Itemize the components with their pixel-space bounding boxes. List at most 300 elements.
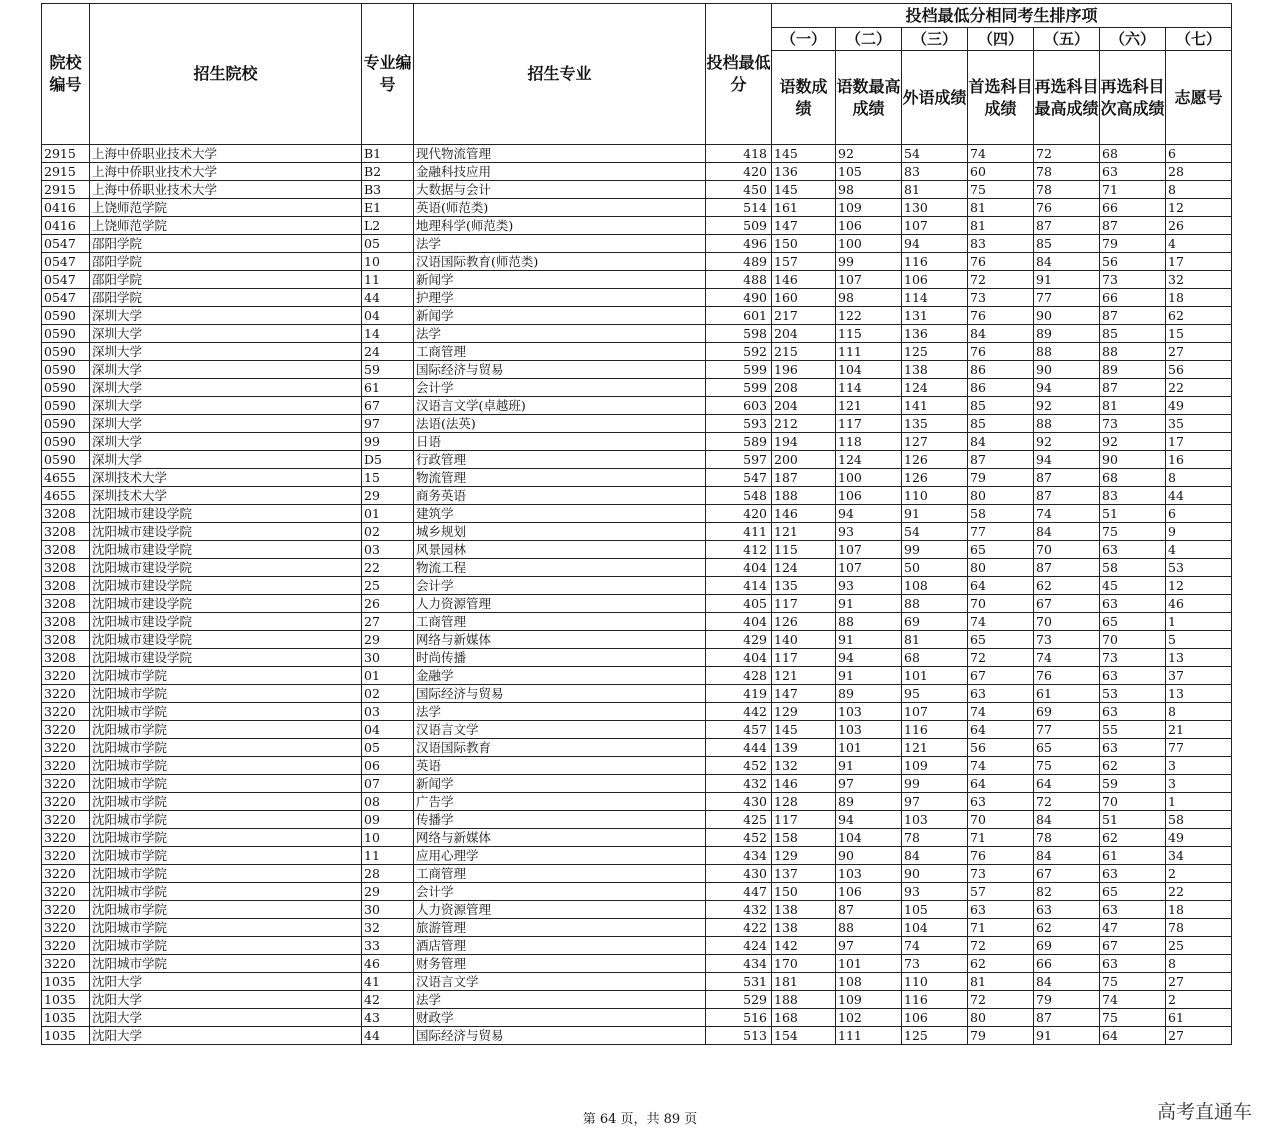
cell-score-chinese-math: 194: [772, 433, 836, 451]
cell-score-first-subject: 74: [968, 145, 1034, 163]
cell-score-foreign-lang: 99: [902, 775, 968, 793]
cell-choice-number: 62: [1166, 307, 1232, 325]
table-row: [42, 325, 1232, 343]
cell-score-second-next: 51: [1100, 811, 1166, 829]
cell-score-second-max: 84: [1034, 973, 1100, 991]
cell-score-chinese-math-max: 106: [836, 487, 902, 505]
cell-score-first-subject: 80: [968, 559, 1034, 577]
cell-score-second-next: 83: [1100, 487, 1166, 505]
cell-major: 日语: [414, 433, 706, 451]
cell-score-chinese-math: 137: [772, 865, 836, 883]
cell-college: 沈阳城市学院: [90, 739, 362, 757]
cell-major-code: 33: [362, 937, 414, 955]
cell-score-chinese-math: 117: [772, 649, 836, 667]
cell-choice-number: 61: [1166, 1009, 1232, 1027]
cell-major-code: 04: [362, 307, 414, 325]
cell-choice-number: 32: [1166, 271, 1232, 289]
table-row: [42, 505, 1232, 523]
header-sort-label: 外语成绩: [902, 51, 968, 145]
header-sort-group: 投档最低分相同考生排序项: [772, 4, 1232, 28]
cell-college: 沈阳城市学院: [90, 883, 362, 901]
cell-score-first-subject: 64: [968, 577, 1034, 595]
cell-score-first-subject: 74: [968, 703, 1034, 721]
cell-college: 深圳大学: [90, 397, 362, 415]
cell-score-foreign-lang: 126: [902, 451, 968, 469]
cell-min-score: 424: [706, 937, 772, 955]
cell-major: 法学: [414, 991, 706, 1009]
header-major-code: 专业编号: [362, 4, 414, 145]
cell-score-second-next: 73: [1100, 415, 1166, 433]
cell-score-second-max: 90: [1034, 307, 1100, 325]
cell-score-foreign-lang: 73: [902, 955, 968, 973]
cell-score-chinese-math-max: 122: [836, 307, 902, 325]
cell-score-chinese-math: 128: [772, 793, 836, 811]
cell-score-chinese-math: 142: [772, 937, 836, 955]
cell-college: 邵阳学院: [90, 235, 362, 253]
cell-choice-number: 4: [1166, 541, 1232, 559]
table-row: [42, 199, 1232, 217]
cell-major: 法学: [414, 325, 706, 343]
cell-major: 会计学: [414, 577, 706, 595]
cell-major-code: 29: [362, 883, 414, 901]
cell-college-code: 3208: [42, 649, 90, 667]
table-row: [42, 703, 1232, 721]
cell-score-second-max: 76: [1034, 667, 1100, 685]
header-sort-label: 志愿号: [1166, 51, 1232, 145]
cell-college: 沈阳城市学院: [90, 685, 362, 703]
cell-score-chinese-math-max: 101: [836, 955, 902, 973]
cell-score-second-next: 70: [1100, 793, 1166, 811]
cell-choice-number: 18: [1166, 289, 1232, 307]
cell-major: 物流管理: [414, 469, 706, 487]
table-row: [42, 685, 1232, 703]
cell-score-foreign-lang: 108: [902, 577, 968, 595]
cell-score-chinese-math-max: 89: [836, 793, 902, 811]
cell-college: 深圳大学: [90, 379, 362, 397]
cell-college-code: 3220: [42, 793, 90, 811]
cell-min-score: 489: [706, 253, 772, 271]
cell-major-code: 05: [362, 235, 414, 253]
cell-score-chinese-math-max: 115: [836, 325, 902, 343]
cell-college: 沈阳城市学院: [90, 811, 362, 829]
cell-college: 沈阳城市建设学院: [90, 577, 362, 595]
cell-major: 酒店管理: [414, 937, 706, 955]
cell-major-code: 28: [362, 865, 414, 883]
cell-score-foreign-lang: 131: [902, 307, 968, 325]
cell-major: 建筑学: [414, 505, 706, 523]
cell-major-code: 59: [362, 361, 414, 379]
cell-college-code: 0590: [42, 415, 90, 433]
table-row: [42, 559, 1232, 577]
cell-score-chinese-math-max: 114: [836, 379, 902, 397]
cell-score-first-subject: 71: [968, 829, 1034, 847]
table-row: [42, 1027, 1232, 1045]
table-row: [42, 271, 1232, 289]
cell-college: 沈阳城市学院: [90, 901, 362, 919]
cell-college-code: 0590: [42, 397, 90, 415]
cell-score-second-max: 62: [1034, 919, 1100, 937]
cell-score-chinese-math-max: 90: [836, 847, 902, 865]
cell-score-second-next: 66: [1100, 199, 1166, 217]
cell-college: 沈阳城市建设学院: [90, 559, 362, 577]
cell-score-first-subject: 74: [968, 757, 1034, 775]
cell-min-score: 514: [706, 199, 772, 217]
cell-score-foreign-lang: 90: [902, 865, 968, 883]
cell-score-second-next: 87: [1100, 307, 1166, 325]
table-body: [42, 145, 1232, 1045]
cell-score-chinese-math: 217: [772, 307, 836, 325]
cell-major-code: 44: [362, 289, 414, 307]
header-sort-label: 再选科目最高成绩: [1034, 51, 1100, 145]
cell-major: 时尚传播: [414, 649, 706, 667]
cell-score-first-subject: 76: [968, 847, 1034, 865]
cell-choice-number: 35: [1166, 415, 1232, 433]
table-row: [42, 631, 1232, 649]
cell-score-first-subject: 73: [968, 865, 1034, 883]
cell-college-code: 0547: [42, 289, 90, 307]
cell-score-first-subject: 60: [968, 163, 1034, 181]
cell-score-first-subject: 81: [968, 973, 1034, 991]
cell-score-second-max: 69: [1034, 703, 1100, 721]
cell-major-code: 97: [362, 415, 414, 433]
cell-score-chinese-math-max: 94: [836, 649, 902, 667]
cell-college: 邵阳学院: [90, 253, 362, 271]
table-row: [42, 937, 1232, 955]
cell-score-first-subject: 64: [968, 775, 1034, 793]
cell-college: 沈阳大学: [90, 991, 362, 1009]
header-major: 招生专业: [414, 4, 706, 145]
table-row: [42, 757, 1232, 775]
cell-college: 沈阳城市学院: [90, 775, 362, 793]
cell-score-chinese-math: 196: [772, 361, 836, 379]
cell-choice-number: 3: [1166, 757, 1232, 775]
cell-score-chinese-math: 136: [772, 163, 836, 181]
cell-college-code: 3220: [42, 703, 90, 721]
cell-min-score: 404: [706, 559, 772, 577]
cell-major: 城乡规划: [414, 523, 706, 541]
cell-min-score: 496: [706, 235, 772, 253]
cell-choice-number: 27: [1166, 973, 1232, 991]
cell-major: 工商管理: [414, 865, 706, 883]
cell-score-second-max: 87: [1034, 217, 1100, 235]
table-row: [42, 397, 1232, 415]
cell-score-first-subject: 76: [968, 307, 1034, 325]
cell-major-code: 04: [362, 721, 414, 739]
cell-score-chinese-math: 126: [772, 613, 836, 631]
cell-major: 风景园林: [414, 541, 706, 559]
cell-min-score: 598: [706, 325, 772, 343]
cell-major: 汉语国际教育(师范类): [414, 253, 706, 271]
cell-college-code: 3208: [42, 613, 90, 631]
cell-score-second-max: 87: [1034, 1009, 1100, 1027]
cell-min-score: 432: [706, 901, 772, 919]
cell-choice-number: 17: [1166, 433, 1232, 451]
cell-major-code: 25: [362, 577, 414, 595]
cell-choice-number: 77: [1166, 739, 1232, 757]
cell-choice-number: 6: [1166, 505, 1232, 523]
cell-major-code: 32: [362, 919, 414, 937]
cell-min-score: 404: [706, 613, 772, 631]
cell-major-code: 67: [362, 397, 414, 415]
cell-college-code: 0547: [42, 253, 90, 271]
cell-choice-number: 25: [1166, 937, 1232, 955]
cell-college-code: 3220: [42, 829, 90, 847]
cell-score-second-next: 59: [1100, 775, 1166, 793]
cell-college: 沈阳城市建设学院: [90, 631, 362, 649]
cell-college: 深圳大学: [90, 415, 362, 433]
cell-choice-number: 15: [1166, 325, 1232, 343]
cell-major-code: E1: [362, 199, 414, 217]
cell-score-chinese-math: 115: [772, 541, 836, 559]
cell-min-score: 490: [706, 289, 772, 307]
header-sort-label: 语数最高成绩: [836, 51, 902, 145]
cell-score-second-next: 90: [1100, 451, 1166, 469]
cell-score-chinese-math-max: 103: [836, 865, 902, 883]
cell-score-chinese-math-max: 103: [836, 721, 902, 739]
cell-college: 沈阳城市学院: [90, 703, 362, 721]
cell-score-foreign-lang: 125: [902, 343, 968, 361]
cell-college-code: 1035: [42, 991, 90, 1009]
cell-college: 沈阳城市学院: [90, 721, 362, 739]
cell-min-score: 430: [706, 793, 772, 811]
cell-choice-number: 8: [1166, 703, 1232, 721]
cell-score-chinese-math-max: 87: [836, 901, 902, 919]
watermark: 高考直通车: [1156, 1101, 1252, 1123]
cell-major: 商务英语: [414, 487, 706, 505]
cell-score-second-next: 79: [1100, 235, 1166, 253]
cell-score-first-subject: 72: [968, 991, 1034, 1009]
cell-score-chinese-math-max: 109: [836, 991, 902, 1009]
cell-choice-number: 1: [1166, 793, 1232, 811]
cell-major: 工商管理: [414, 343, 706, 361]
table-row: [42, 415, 1232, 433]
table-row: [42, 973, 1232, 991]
cell-min-score: 589: [706, 433, 772, 451]
cell-college-code: 3220: [42, 883, 90, 901]
cell-score-second-next: 75: [1100, 1009, 1166, 1027]
cell-college-code: 4655: [42, 487, 90, 505]
cell-major-code: 07: [362, 775, 414, 793]
cell-college: 沈阳城市学院: [90, 937, 362, 955]
cell-score-chinese-math-max: 106: [836, 217, 902, 235]
cell-min-score: 601: [706, 307, 772, 325]
cell-score-foreign-lang: 54: [902, 523, 968, 541]
cell-major: 网络与新媒体: [414, 829, 706, 847]
cell-college-code: 2915: [42, 145, 90, 163]
cell-score-second-next: 73: [1100, 271, 1166, 289]
cell-score-chinese-math-max: 103: [836, 703, 902, 721]
cell-score-first-subject: 83: [968, 235, 1034, 253]
cell-score-second-max: 77: [1034, 289, 1100, 307]
cell-score-chinese-math-max: 107: [836, 271, 902, 289]
cell-score-first-subject: 86: [968, 379, 1034, 397]
cell-score-chinese-math-max: 121: [836, 397, 902, 415]
cell-major-code: 11: [362, 847, 414, 865]
cell-college: 邵阳学院: [90, 271, 362, 289]
cell-college: 沈阳城市建设学院: [90, 505, 362, 523]
cell-college-code: 0590: [42, 361, 90, 379]
cell-major-code: 42: [362, 991, 414, 1009]
cell-major: 会计学: [414, 379, 706, 397]
cell-score-second-next: 65: [1100, 883, 1166, 901]
cell-score-foreign-lang: 84: [902, 847, 968, 865]
cell-score-foreign-lang: 97: [902, 793, 968, 811]
cell-college: 上海中侨职业技术大学: [90, 145, 362, 163]
table-row: [42, 919, 1232, 937]
cell-score-chinese-math: 154: [772, 1027, 836, 1045]
cell-score-foreign-lang: 109: [902, 757, 968, 775]
cell-choice-number: 12: [1166, 199, 1232, 217]
cell-choice-number: 13: [1166, 649, 1232, 667]
cell-min-score: 452: [706, 757, 772, 775]
cell-score-second-max: 82: [1034, 883, 1100, 901]
cell-score-foreign-lang: 54: [902, 145, 968, 163]
table-row: [42, 865, 1232, 883]
cell-college-code: 3208: [42, 505, 90, 523]
cell-score-foreign-lang: 95: [902, 685, 968, 703]
cell-major-code: 27: [362, 613, 414, 631]
cell-college-code: 3220: [42, 955, 90, 973]
cell-score-first-subject: 76: [968, 343, 1034, 361]
cell-major-code: 14: [362, 325, 414, 343]
cell-score-foreign-lang: 107: [902, 703, 968, 721]
cell-score-chinese-math-max: 124: [836, 451, 902, 469]
cell-min-score: 547: [706, 469, 772, 487]
table-row: [42, 739, 1232, 757]
cell-score-second-max: 84: [1034, 847, 1100, 865]
cell-score-foreign-lang: 104: [902, 919, 968, 937]
cell-major-code: 44: [362, 1027, 414, 1045]
cell-college: 沈阳城市学院: [90, 955, 362, 973]
cell-score-chinese-math: 138: [772, 919, 836, 937]
cell-score-foreign-lang: 99: [902, 541, 968, 559]
cell-score-chinese-math-max: 104: [836, 829, 902, 847]
table-row: [42, 577, 1232, 595]
cell-college: 上海中侨职业技术大学: [90, 163, 362, 181]
cell-score-chinese-math-max: 97: [836, 937, 902, 955]
cell-score-second-max: 72: [1034, 145, 1100, 163]
cell-college: 上饶师范学院: [90, 217, 362, 235]
cell-score-second-next: 63: [1100, 541, 1166, 559]
cell-choice-number: 27: [1166, 343, 1232, 361]
cell-major-code: 05: [362, 739, 414, 757]
cell-choice-number: 18: [1166, 901, 1232, 919]
cell-major: 会计学: [414, 883, 706, 901]
cell-choice-number: 49: [1166, 829, 1232, 847]
cell-major: 法学: [414, 703, 706, 721]
cell-score-foreign-lang: 116: [902, 991, 968, 1009]
cell-score-foreign-lang: 91: [902, 505, 968, 523]
cell-score-chinese-math: 188: [772, 487, 836, 505]
cell-score-chinese-math-max: 91: [836, 757, 902, 775]
cell-major: 物流工程: [414, 559, 706, 577]
cell-score-first-subject: 87: [968, 451, 1034, 469]
cell-college: 沈阳城市学院: [90, 865, 362, 883]
cell-major-code: 03: [362, 703, 414, 721]
table-row: [42, 649, 1232, 667]
cell-score-second-next: 87: [1100, 217, 1166, 235]
cell-major-code: B1: [362, 145, 414, 163]
cell-score-second-next: 68: [1100, 145, 1166, 163]
cell-score-chinese-math-max: 100: [836, 469, 902, 487]
cell-min-score: 432: [706, 775, 772, 793]
cell-score-first-subject: 84: [968, 325, 1034, 343]
cell-min-score: 404: [706, 649, 772, 667]
cell-score-second-max: 62: [1034, 577, 1100, 595]
cell-major-code: 01: [362, 667, 414, 685]
cell-score-chinese-math: 188: [772, 991, 836, 1009]
cell-min-score: 531: [706, 973, 772, 991]
cell-score-chinese-math: 117: [772, 811, 836, 829]
cell-score-chinese-math: 146: [772, 271, 836, 289]
cell-score-second-max: 88: [1034, 343, 1100, 361]
cell-score-chinese-math: 145: [772, 145, 836, 163]
cell-score-foreign-lang: 106: [902, 1009, 968, 1027]
cell-min-score: 509: [706, 217, 772, 235]
cell-major-code: B2: [362, 163, 414, 181]
cell-college-code: 3208: [42, 541, 90, 559]
cell-score-first-subject: 72: [968, 937, 1034, 955]
cell-score-foreign-lang: 107: [902, 217, 968, 235]
cell-score-second-next: 47: [1100, 919, 1166, 937]
cell-major: 国际经济与贸易: [414, 1027, 706, 1045]
cell-score-second-max: 66: [1034, 955, 1100, 973]
cell-score-second-next: 63: [1100, 865, 1166, 883]
cell-college-code: 3220: [42, 685, 90, 703]
cell-min-score: 597: [706, 451, 772, 469]
header-sort-label: 首选科目成绩: [968, 51, 1034, 145]
cell-score-chinese-math-max: 102: [836, 1009, 902, 1027]
cell-score-chinese-math-max: 111: [836, 1027, 902, 1045]
table-row: [42, 883, 1232, 901]
cell-min-score: 592: [706, 343, 772, 361]
cell-college-code: 3208: [42, 523, 90, 541]
cell-college-code: 3208: [42, 595, 90, 613]
cell-major-code: 01: [362, 505, 414, 523]
cell-score-chinese-math-max: 111: [836, 343, 902, 361]
table-row: [42, 433, 1232, 451]
cell-college: 上饶师范学院: [90, 199, 362, 217]
cell-college-code: 0416: [42, 199, 90, 217]
header-sort-ordinal: （六）: [1100, 28, 1166, 51]
cell-min-score: 444: [706, 739, 772, 757]
cell-score-first-subject: 63: [968, 793, 1034, 811]
cell-score-first-subject: 65: [968, 631, 1034, 649]
cell-college-code: 3220: [42, 865, 90, 883]
cell-college-code: 0547: [42, 271, 90, 289]
cell-score-second-next: 63: [1100, 163, 1166, 181]
cell-score-foreign-lang: 105: [902, 901, 968, 919]
cell-score-second-max: 75: [1034, 757, 1100, 775]
cell-college-code: 2915: [42, 181, 90, 199]
cell-score-second-max: 69: [1034, 937, 1100, 955]
cell-score-first-subject: 84: [968, 433, 1034, 451]
table-header: [42, 4, 1232, 145]
cell-score-second-next: 63: [1100, 703, 1166, 721]
cell-choice-number: 16: [1166, 451, 1232, 469]
cell-major: 旅游管理: [414, 919, 706, 937]
cell-min-score: 447: [706, 883, 772, 901]
cell-major-code: 24: [362, 343, 414, 361]
table-row: [42, 847, 1232, 865]
cell-choice-number: 49: [1166, 397, 1232, 415]
cell-choice-number: 46: [1166, 595, 1232, 613]
cell-score-first-subject: 57: [968, 883, 1034, 901]
cell-major-code: 11: [362, 271, 414, 289]
cell-score-second-next: 62: [1100, 829, 1166, 847]
cell-score-second-max: 70: [1034, 541, 1100, 559]
cell-major: 工商管理: [414, 613, 706, 631]
